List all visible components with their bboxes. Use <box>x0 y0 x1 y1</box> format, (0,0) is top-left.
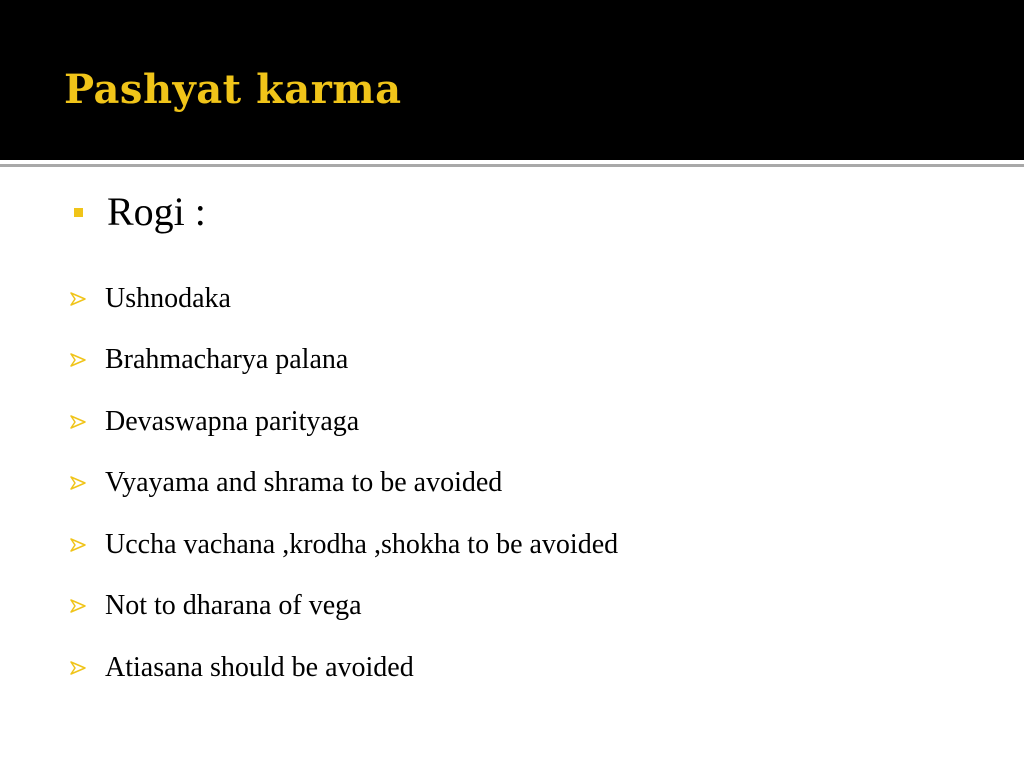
heading-row <box>70 188 206 236</box>
arrowhead-bullet-icon <box>70 475 86 491</box>
list-item-text: Vyayama and shrama to be avoided <box>105 467 503 498</box>
arrowhead-bullet-icon <box>70 352 86 368</box>
arrowhead-bullet-icon <box>70 291 86 307</box>
title-divider <box>0 164 1024 167</box>
list-item-text: Ushnodaka <box>105 283 231 314</box>
list-item <box>70 466 502 500</box>
title-bar <box>0 0 1024 160</box>
arrowhead-bullet-icon <box>70 598 86 614</box>
list-item-text: Brahmacharya palana <box>105 344 349 375</box>
list-item <box>70 528 618 562</box>
arrowhead-bullet-icon <box>70 660 86 676</box>
list-item <box>70 651 414 685</box>
slide-title: Pashyat karma <box>64 66 402 113</box>
list-item <box>70 405 359 439</box>
square-bullet-icon <box>74 208 83 217</box>
list-item <box>70 282 231 316</box>
list-item-text: Devaswapna parityaga <box>105 406 360 437</box>
list-item-text: Uccha vachana ,krodha ,shokha to be avoided <box>105 529 619 560</box>
list-item-text: Not to dharana of vega <box>105 590 362 621</box>
arrowhead-bullet-icon <box>70 414 86 430</box>
list-item <box>70 343 348 377</box>
list-item-text: Atiasana should be avoided <box>105 652 414 683</box>
arrowhead-bullet-icon <box>70 537 86 553</box>
heading-text: Rogi : <box>107 189 206 234</box>
list-item <box>70 589 362 623</box>
